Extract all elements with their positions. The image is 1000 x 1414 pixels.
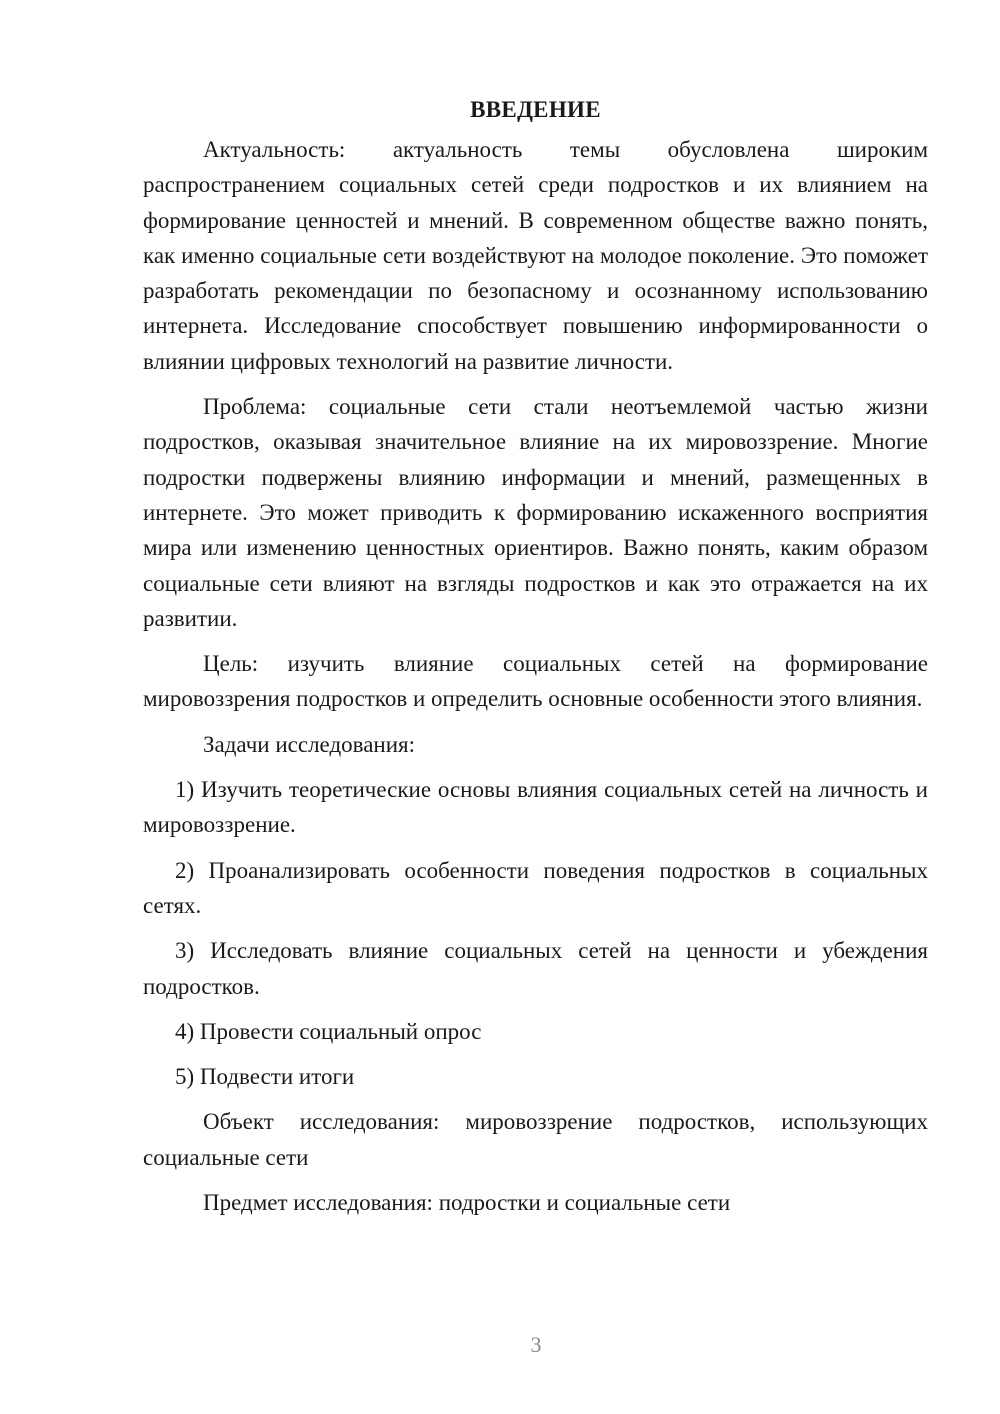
page-number: 3 — [530, 1332, 542, 1357]
section-title: ВВЕДЕНИЕ — [470, 97, 601, 122]
task-item-2: 2) Проанализировать особенности поведения подростков в социальных сетях. — [143, 857, 928, 918]
task-item-5: 5) Подвести итоги — [175, 1064, 355, 1090]
goal-paragraph: Цель: изучить влияние социальных сетей на формирование мировоззрения подростков и определить основные особенности этого влияния. — [143, 651, 928, 712]
problem-paragraph: Проблема: социальные сети стали неотъемлемой частью жизни подростков, оказывая значительное влияние на их мировоззрение. Многие подростки подвержены влиянию информации и мнений, размещенных в интернете. Это может приводить к формированию искаженного восприятия мира или изменению ценностных ориентиров. Важно понять, каким образом социальные сети влияют на взгляды подростков и как это отражается на их развитии. — [143, 394, 928, 631]
tasks-heading: Задачи исследования: — [203, 731, 416, 757]
task-item-3: 3) Исследовать влияние социальных сетей на ценности и убеждения подростков. — [143, 938, 928, 999]
relevance-paragraph: Актуальность: актуальность темы обусловлена широким распространением социальных сетей среди подростков и их влиянием на формирование ценностей и мнений. В современном обществе важно понять, как именно социальные сети воздействуют на молодое поколение. Это поможет разработать рекомендации по безопасному и осознанному использованию интернета. Исследование способствует повышению информированности о влиянии цифровых технологий на развитие личности. — [143, 137, 928, 374]
task-item-1: 1) Изучить теоретические основы влияния социальных сетей на личность и мировоззрение. — [143, 777, 928, 838]
page-content — [143, 92, 928, 1220]
task-item-4: 4) Провести социальный опрос — [175, 1018, 482, 1044]
subject-paragraph: Предмет исследования: подростки и социальные сети — [203, 1190, 731, 1216]
object-paragraph: Объект исследования: мировоззрение подростков, использующих социальные сети — [143, 1109, 928, 1170]
